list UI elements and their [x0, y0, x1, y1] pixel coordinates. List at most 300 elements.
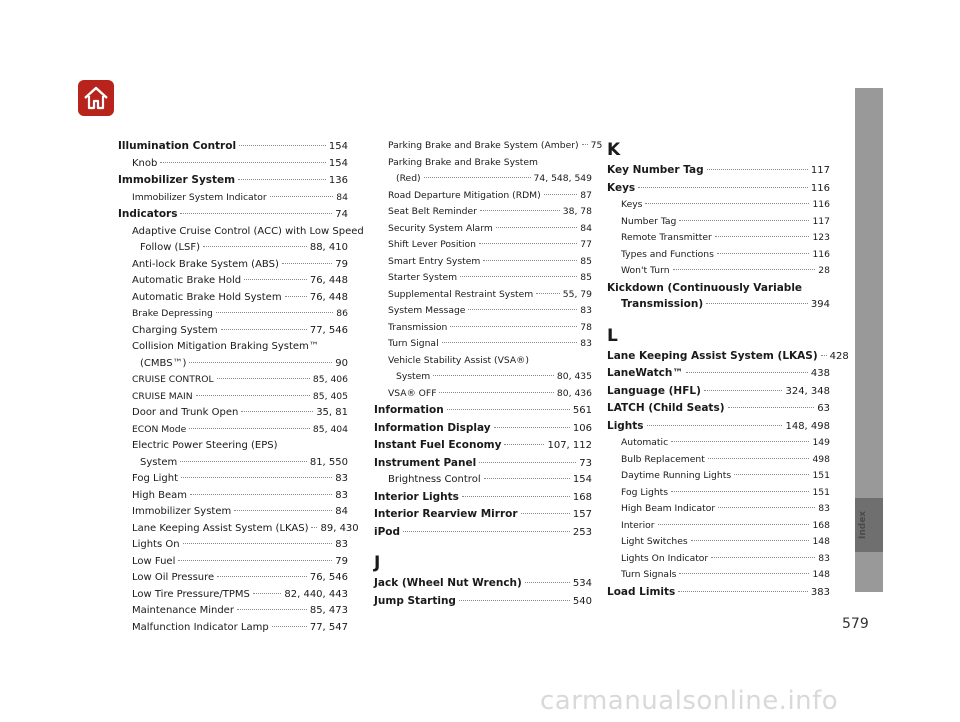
index-subentry[interactable]: [118, 587, 348, 604]
leader-dots: [196, 395, 310, 396]
page-reference[interactable]: 76, 448: [309, 275, 348, 286]
page-reference[interactable]: 106: [572, 422, 592, 434]
index-subentry[interactable]: [607, 452, 830, 469]
entry-label: Kickdown (Continuously Variable: [607, 281, 803, 294]
entry-label: Parking Brake and Brake System: [388, 156, 538, 168]
index-subentry[interactable]: [118, 339, 348, 372]
index-subentry[interactable]: [118, 224, 364, 257]
page-reference[interactable]: 116: [812, 199, 830, 210]
index-entry[interactable]: [607, 348, 849, 366]
leader-dots: [480, 210, 560, 211]
page-reference[interactable]: 84: [336, 191, 348, 203]
entry-label: Anti-lock Brake System (ABS): [132, 258, 279, 270]
page-reference[interactable]: 83: [335, 473, 348, 484]
leader-dots: [450, 326, 577, 327]
entry-label: Remote Transmitter: [621, 232, 712, 243]
index-subentry[interactable]: [374, 204, 592, 221]
entry-label: Fog Light: [132, 473, 178, 484]
index-subentry[interactable]: [118, 405, 348, 422]
entry-label: LATCH (Child Seats): [607, 402, 725, 414]
index-entry[interactable]: [607, 584, 830, 602]
leader-dots: [221, 329, 307, 330]
page-reference[interactable]: 86: [336, 308, 348, 319]
entry-label: (CMBS™): [140, 357, 187, 369]
index-entry[interactable]: [607, 280, 830, 314]
page-reference[interactable]: 83: [580, 305, 592, 316]
index-subentry[interactable]: [374, 254, 592, 271]
page-reference[interactable]: 77: [580, 239, 592, 250]
index-column-1: [118, 138, 364, 636]
index-entry[interactable]: [374, 437, 592, 455]
leader-dots: [234, 510, 332, 511]
leader-dots: [442, 342, 578, 343]
leader-dots: [679, 573, 809, 574]
page-reference[interactable]: 74, 548, 549: [533, 173, 592, 184]
leader-dots: [462, 496, 570, 497]
entry-label: Charging System: [132, 324, 218, 336]
entry-label: Load Limits: [607, 585, 676, 598]
index-subentry[interactable]: [607, 534, 830, 551]
leader-dots: [180, 461, 307, 462]
index-entry[interactable]: [374, 420, 592, 438]
index-subentry[interactable]: [118, 521, 359, 538]
index-subentry[interactable]: [374, 221, 592, 238]
leader-dots: [494, 427, 570, 428]
entry-label: (Red): [396, 173, 421, 184]
entry-label: Indicators: [118, 208, 178, 220]
page-number: 579: [842, 616, 869, 632]
leader-dots: [180, 213, 332, 214]
leader-dots: [433, 375, 554, 376]
leader-dots: [704, 390, 783, 391]
index-subentry[interactable]: [118, 603, 348, 620]
index-entry[interactable]: [118, 206, 348, 224]
leader-dots: [728, 407, 815, 408]
page-reference[interactable]: 154: [328, 141, 348, 152]
side-tab-bar: [855, 88, 883, 498]
index-subentry[interactable]: [374, 287, 592, 304]
index-subentry[interactable]: [607, 468, 830, 485]
entry-label: Seat Belt Reminder: [388, 206, 477, 217]
index-subentry[interactable]: [374, 237, 592, 254]
leader-dots: [468, 309, 577, 310]
entry-label: Immobilizer System: [132, 506, 232, 517]
entry-label: Low Tire Pressure/TPMS: [132, 588, 250, 600]
page-reference[interactable]: 253: [572, 526, 592, 538]
index-entry[interactable]: [118, 172, 348, 190]
entry-label: Number Tag: [621, 215, 677, 227]
page-reference[interactable]: 85, 406: [312, 374, 348, 385]
entry-label: Won't Turn: [621, 265, 670, 276]
entry-label: Lights: [607, 419, 644, 432]
index-subentry[interactable]: [374, 472, 592, 489]
page-reference[interactable]: 80, 435: [556, 371, 592, 382]
index-subentry[interactable]: [374, 155, 592, 188]
entry-label: Low Oil Pressure: [132, 572, 215, 583]
leader-dots: [678, 591, 808, 592]
page-reference[interactable]: 117: [812, 215, 830, 227]
leader-dots: [439, 392, 553, 393]
index-entry[interactable]: [374, 402, 592, 420]
index-subentry[interactable]: [118, 372, 348, 389]
page-reference[interactable]: 83: [818, 503, 830, 514]
leader-dots: [521, 513, 570, 514]
entry-label: Shift Lever Position: [388, 239, 476, 250]
page-reference[interactable]: 76, 546: [309, 572, 348, 583]
entry-label: Keys: [607, 181, 636, 194]
index-entry[interactable]: [607, 365, 830, 383]
leader-dots: [216, 312, 333, 313]
page-reference[interactable]: 324, 348: [785, 385, 830, 397]
index-subentry[interactable]: [118, 570, 348, 587]
entry-label: Interior Rearview Mirror: [374, 508, 518, 520]
page-reference[interactable]: 428: [829, 350, 849, 362]
entry-label: Brake Depressing: [132, 308, 213, 319]
page-reference[interactable]: 540: [572, 595, 592, 607]
page-reference[interactable]: 83: [818, 552, 830, 564]
index-subentry[interactable]: [607, 230, 830, 247]
entry-label: Automatic Brake Hold System: [132, 291, 282, 303]
page-reference[interactable]: 383: [810, 586, 830, 598]
index-subentry[interactable]: [607, 518, 830, 535]
page-reference[interactable]: 79: [335, 555, 348, 567]
leader-dots: [544, 194, 578, 195]
index-subentry[interactable]: [118, 422, 348, 439]
page-reference[interactable]: 498: [812, 453, 830, 465]
index-subentry[interactable]: [118, 389, 348, 406]
entry-label: High Beam Indicator: [621, 503, 716, 514]
entry-label: Information: [374, 404, 444, 416]
page-reference[interactable]: 75: [590, 140, 603, 151]
entry-label: Immobilizer System Indicator: [132, 191, 267, 203]
entry-label: Road Departure Mitigation (RDM): [388, 189, 541, 201]
index-subentry[interactable]: [118, 290, 348, 307]
index-column-2: [374, 138, 603, 610]
page-reference[interactable]: 85: [580, 255, 592, 267]
page-reference[interactable]: 151: [812, 486, 830, 498]
index-subentry[interactable]: [118, 190, 348, 207]
entry-label: Instrument Panel: [374, 456, 477, 469]
page-reference[interactable]: 148: [812, 536, 830, 547]
index-subentry[interactable]: [118, 504, 348, 521]
entry-label: Interior Lights: [374, 490, 459, 503]
leader-dots: [285, 296, 307, 297]
entry-label: VSA® OFF: [388, 387, 437, 399]
index-subentry[interactable]: [607, 567, 830, 584]
index-entry[interactable]: [374, 506, 592, 524]
leader-dots: [282, 263, 332, 264]
page-reference[interactable]: 438: [810, 368, 830, 379]
page-reference[interactable]: 85, 473: [309, 605, 348, 616]
entry-label: Door and Trunk Open: [132, 407, 239, 418]
entry-label: Collision Mitigation Braking System™: [132, 341, 319, 352]
index-subentry[interactable]: [374, 270, 592, 287]
leader-dots: [711, 557, 815, 558]
entry-label: System: [396, 371, 431, 382]
page-reference[interactable]: 82, 440, 443: [284, 588, 348, 600]
leader-dots: [238, 179, 326, 180]
index-subentry[interactable]: [607, 263, 830, 280]
entry-label: Security System Alarm: [388, 222, 493, 234]
entry-label: Low Fuel: [132, 555, 176, 567]
entry-label: Lane Keeping Assist System (LKAS): [607, 349, 818, 362]
page-reference[interactable]: 168: [572, 491, 592, 503]
page-reference[interactable]: 87: [580, 189, 592, 201]
entry-label: High Beam: [132, 489, 188, 501]
index-entry[interactable]: [118, 138, 348, 156]
leader-dots: [496, 227, 577, 228]
leader-dots: [217, 378, 310, 379]
page-reference[interactable]: 63: [817, 403, 830, 414]
page-reference[interactable]: 88, 410: [309, 242, 348, 253]
entry-label: Instant Fuel Economy: [374, 439, 502, 451]
page-reference[interactable]: 116: [812, 248, 830, 260]
index-subentry[interactable]: [118, 488, 348, 505]
page-reference[interactable]: 107, 112: [547, 440, 592, 451]
leader-dots: [460, 276, 577, 277]
entry-label: Brightness Control: [388, 474, 481, 485]
leader-dots: [241, 411, 313, 412]
index-subentry[interactable]: [118, 537, 348, 554]
index-entry[interactable]: [374, 524, 592, 542]
page-reference[interactable]: 77, 546: [309, 324, 348, 336]
index-subentry[interactable]: [607, 197, 830, 214]
page-reference[interactable]: 394: [810, 299, 830, 310]
index-subentry[interactable]: [118, 620, 348, 637]
entry-label: Follow (LSF): [140, 242, 201, 253]
index-subentry[interactable]: [607, 435, 830, 452]
index-subentry[interactable]: [607, 501, 830, 518]
page-reference[interactable]: 123: [812, 232, 830, 243]
index-entry[interactable]: [607, 180, 830, 198]
index-subentry[interactable]: [374, 336, 592, 353]
page-reference[interactable]: 55, 79: [562, 288, 592, 300]
leader-dots: [715, 236, 810, 237]
leader-dots: [645, 203, 809, 204]
page-reference[interactable]: 77, 547: [309, 621, 348, 633]
index-letter-heading: K: [607, 140, 621, 160]
entry-label: Bulb Replacement: [621, 453, 705, 465]
page-reference[interactable]: 154: [572, 474, 592, 485]
leader-dots: [686, 372, 808, 373]
index-entry[interactable]: [607, 400, 830, 418]
page-reference[interactable]: 78: [580, 321, 592, 333]
page-reference[interactable]: 117: [810, 165, 830, 176]
entry-label: CRUISE MAIN: [132, 390, 193, 402]
leader-dots: [717, 253, 810, 254]
leader-dots: [311, 527, 317, 528]
page-reference[interactable]: 84: [580, 222, 592, 234]
entry-label: Turn Signals: [621, 569, 677, 580]
leader-dots: [671, 441, 809, 442]
page-reference[interactable]: 84: [335, 506, 348, 517]
index-subentry[interactable]: [118, 471, 348, 488]
entry-label: Light Switches: [621, 536, 688, 547]
page-reference[interactable]: 157: [572, 509, 592, 520]
page-reference[interactable]: 89, 430: [320, 522, 359, 534]
leader-dots: [658, 524, 810, 525]
page-reference[interactable]: 76, 448: [309, 291, 348, 303]
entry-label: iPod: [374, 525, 401, 538]
leader-dots: [189, 362, 332, 363]
leader-dots: [447, 409, 570, 410]
entry-label: Transmission: [388, 321, 448, 333]
entry-label: Types and Functions: [621, 248, 714, 260]
page-reference[interactable]: 151: [812, 470, 830, 481]
home-button[interactable]: [78, 80, 114, 116]
page-reference[interactable]: 73: [579, 457, 592, 469]
entry-label: Information Display: [374, 421, 491, 434]
index-tab-label: Index: [858, 510, 868, 540]
page-reference[interactable]: 90: [335, 357, 348, 369]
leader-dots: [244, 279, 307, 280]
entry-label: Immobilizer System: [118, 174, 236, 186]
leader-dots: [708, 458, 810, 459]
index-subentry[interactable]: [374, 188, 592, 205]
watermark: carmanualsonline.info: [540, 686, 839, 716]
index-subentry[interactable]: [374, 138, 603, 155]
entry-label: Automatic: [621, 437, 669, 448]
leader-dots: [582, 144, 588, 145]
index-subentry[interactable]: [607, 485, 830, 502]
entry-label: Jack (Wheel Nut Wrench): [374, 577, 522, 589]
entry-label: Starter System: [388, 272, 458, 283]
entry-label: Knob: [132, 157, 158, 169]
index-subentry[interactable]: [118, 273, 348, 290]
leader-dots: [253, 593, 282, 594]
index-entry[interactable]: [607, 418, 830, 436]
entry-label: Lights On Indicator: [621, 552, 709, 564]
leader-dots: [483, 260, 577, 261]
index-entry[interactable]: [607, 162, 830, 180]
leader-dots: [718, 507, 815, 508]
page-reference[interactable]: 85, 405: [312, 390, 348, 402]
entry-label: Smart Entry System: [388, 255, 481, 267]
entry-label: Lane Keeping Assist System (LKAS): [132, 522, 309, 534]
page-reference[interactable]: 38, 78: [562, 206, 592, 217]
leader-dots: [821, 355, 827, 356]
leader-dots: [679, 220, 809, 221]
page-reference[interactable]: 83: [580, 338, 592, 349]
index-entry[interactable]: [374, 575, 592, 593]
page-reference[interactable]: 83: [335, 539, 348, 550]
entry-label: Maintenance Minder: [132, 605, 234, 616]
index-entry[interactable]: [374, 489, 592, 507]
page-reference[interactable]: 81, 550: [309, 456, 348, 468]
page-reference[interactable]: 83: [335, 489, 348, 501]
index-entry[interactable]: [374, 455, 592, 473]
index-subentry[interactable]: [607, 551, 830, 568]
entry-label: Lights On: [132, 539, 180, 550]
entry-label: Daytime Running Lights: [621, 470, 732, 481]
entry-label: Interior: [621, 519, 655, 531]
index-subentry[interactable]: [118, 257, 348, 274]
page-reference[interactable]: 534: [572, 578, 592, 589]
page-reference[interactable]: 149: [812, 437, 830, 448]
leader-dots: [424, 177, 531, 178]
page-reference[interactable]: 74: [335, 209, 348, 220]
leader-dots: [217, 576, 307, 577]
leader-dots: [270, 196, 334, 197]
index-subentry[interactable]: [374, 386, 592, 403]
page-reference[interactable]: 80, 436: [556, 387, 592, 399]
entry-label: Vehicle Stability Assist (VSA®): [388, 354, 529, 366]
index-subentry[interactable]: [607, 214, 830, 231]
entry-label: System Message: [388, 305, 466, 316]
leader-dots: [459, 600, 570, 601]
page-reference[interactable]: 35, 81: [316, 407, 348, 418]
index-subentry[interactable]: [118, 306, 348, 323]
leader-dots: [479, 462, 576, 463]
index-letter-heading: L: [607, 325, 618, 346]
leader-dots: [479, 243, 577, 244]
leader-dots: [671, 491, 809, 492]
index-subentry[interactable]: [118, 323, 348, 340]
index-subentry[interactable]: [374, 353, 592, 386]
page-reference[interactable]: 85: [580, 272, 592, 283]
entry-label: Illumination Control: [118, 140, 237, 152]
leader-dots: [673, 269, 816, 270]
leader-dots: [647, 425, 783, 426]
leader-dots: [203, 246, 307, 247]
page-reference[interactable]: 85, 404: [312, 423, 348, 435]
page-reference[interactable]: 148: [812, 569, 830, 580]
page-reference[interactable]: 136: [328, 175, 348, 186]
entry-label: LaneWatch™: [607, 367, 683, 379]
entry-label: Supplemental Restraint System: [388, 288, 534, 300]
entry-label: Malfunction Indicator Lamp: [132, 621, 269, 633]
entry-label: Transmission): [621, 298, 704, 310]
index-column-3: [607, 138, 849, 601]
index-entry[interactable]: [607, 383, 830, 401]
index-subentry[interactable]: [118, 438, 348, 471]
leader-dots: [525, 582, 570, 583]
leader-dots: [189, 428, 310, 429]
page-reference[interactable]: 79: [335, 258, 348, 270]
page-reference[interactable]: 148, 498: [785, 420, 830, 432]
home-icon: [82, 84, 110, 112]
leader-dots: [691, 540, 810, 541]
page-reference[interactable]: 116: [810, 182, 830, 194]
index-letter-heading: J: [374, 553, 381, 573]
index-entry[interactable]: [374, 593, 592, 611]
entry-label: Keys: [621, 199, 643, 210]
entry-label: Parking Brake and Brake System (Amber): [388, 140, 579, 151]
leader-dots: [638, 187, 808, 188]
entry-label: Key Number Tag: [607, 164, 704, 176]
entry-label: Automatic Brake Hold: [132, 275, 242, 286]
index-subentry[interactable]: [374, 320, 592, 337]
index-subentry[interactable]: [607, 247, 830, 264]
page-reference[interactable]: 561: [572, 405, 592, 416]
index-subentry[interactable]: [118, 156, 348, 173]
page-reference[interactable]: 168: [812, 519, 830, 531]
entry-label: Turn Signal: [388, 338, 439, 349]
entry-label: Fog Lights: [621, 486, 669, 498]
page-reference[interactable]: 154: [328, 157, 348, 169]
entry-label: Adaptive Cruise Control (ACC) with Low Speed: [132, 225, 364, 237]
index-subentry[interactable]: [118, 554, 348, 571]
leader-dots: [536, 293, 560, 294]
leader-dots: [734, 474, 809, 475]
leader-dots: [504, 444, 544, 445]
leader-dots: [706, 303, 808, 304]
leader-dots: [707, 169, 808, 170]
entry-label: System: [140, 456, 178, 468]
page-reference[interactable]: 28: [818, 265, 830, 276]
index-subentry[interactable]: [374, 303, 592, 320]
entry-label: CRUISE CONTROL: [132, 374, 214, 385]
